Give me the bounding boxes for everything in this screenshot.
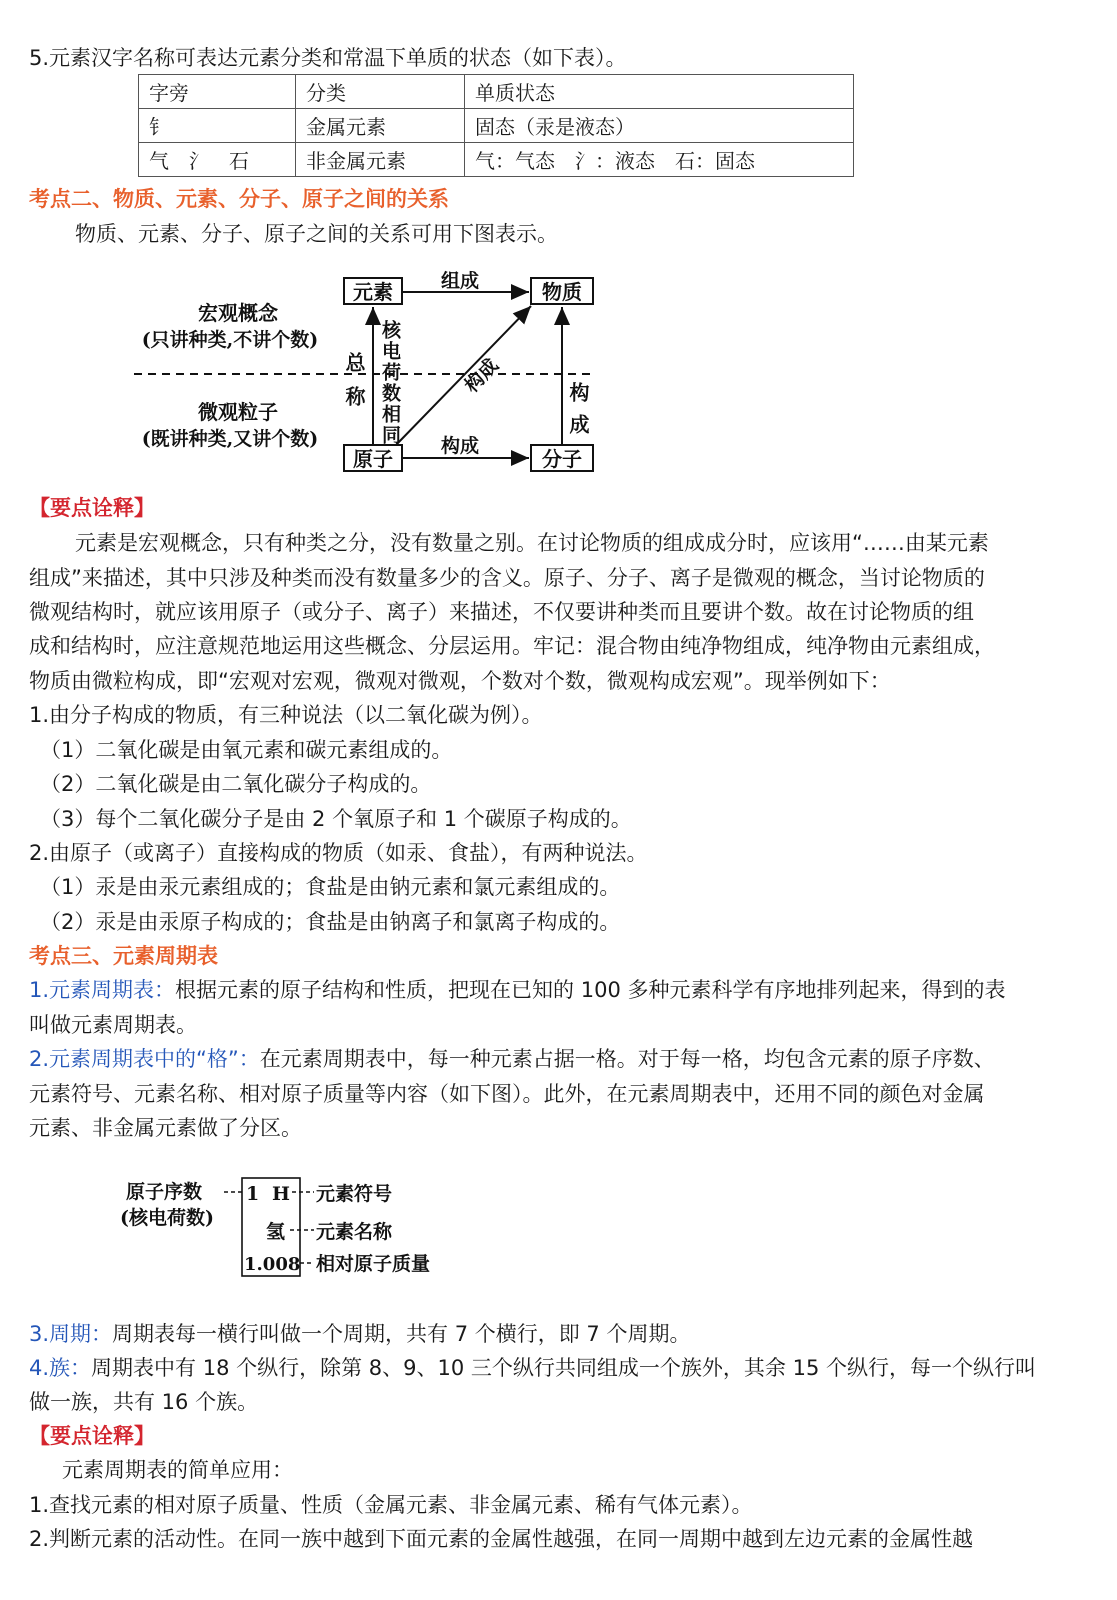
periodic-cell-diagram [118, 1172, 478, 1282]
table-header-cell: 单质状态 [465, 75, 854, 109]
name-label: 元素名称 [316, 1221, 393, 1243]
intro-line-5: 5.元素汉字名称可表达元素分类和常温下单质的状态（如下表）。 [29, 46, 627, 70]
point-1-text: 根据元素的原子结构和性质，把现在已知的 100 多种元素科学有序地排列起来，得到的表 [175, 978, 1006, 1002]
point-1 [29, 976, 1005, 1004]
compose-top-label: 组成 [440, 270, 480, 292]
relationship-diagram [118, 262, 608, 478]
list-item: （3）每个二氧化碳分子是由 2 个氧原子和 1 个碳原子构成的。 [40, 807, 632, 831]
point-2-label: 2.元素周期表中的“格”： [29, 1047, 260, 1071]
point-4 [29, 1354, 1036, 1382]
para-line: 组成”来描述，其中只涉及种类而没有数量多少的含义。原子、分子、离子是微观的概念，当讨论物质的 [29, 566, 985, 590]
para-line: 物质由微粒构成，即“宏观对宏观，微观对微观，个数对个数，微观构成宏观”。现举例如下： [29, 669, 891, 693]
application-1: 1.查找元素的相对原子质量、性质（金属元素、非金属元素、稀有气体元素）。 [29, 1493, 753, 1517]
constitute-diagonal-label: 构成 [460, 354, 503, 398]
list-item: （1）汞是由汞元素组成的；食盐是由钠元素和氯元素组成的。 [40, 875, 621, 899]
point-3-label: 3.周期： [29, 1322, 113, 1346]
table-header-cell: 分类 [296, 75, 465, 109]
point-4-label: 4.族： [29, 1356, 92, 1380]
table-header-row [139, 75, 854, 109]
table-cell: 非金属元素 [296, 143, 465, 177]
table-cell: 钅 [139, 109, 296, 143]
table-header-cell: 字旁 [139, 75, 296, 109]
cell-name: 氢 [266, 1221, 286, 1243]
table-cell: 气：气态 氵：液态 石：固态 [465, 143, 854, 177]
section-2-intro: 物质、元素、分子、原子之间的关系可用下图表示。 [75, 222, 558, 246]
micro-title: 微观粒子 [198, 400, 278, 424]
atom-label: 原子 [353, 447, 393, 471]
para-line: 元素是宏观概念，只有种类之分，没有数量之别。在讨论物质的组成成分时，应该用“……由某元素 [75, 531, 989, 555]
constitute-diagonal-arrow [396, 306, 531, 445]
keypoint-label-2: 【要点诠释】 [29, 1424, 155, 1448]
mass-label: 相对原子质量 [316, 1253, 431, 1275]
list-2-title: 2.由原子（或离子）直接构成的物质（如汞、食盐），有两种说法。 [29, 841, 648, 865]
list-item: （2）二氧化碳是由二氧化碳分子构成的。 [40, 772, 432, 796]
point-4-text: 周期表中有 18 个纵行，除第 8、9、10 三个纵行共同组成一个族外，其余 15 个纵行，每一个纵行叫 [91, 1356, 1036, 1380]
para-line: 成和结构时，应注意规范地运用这些概念、分层运用。牢记：混合物由纯净物组成，纯净物由元素组成， [29, 634, 995, 658]
list-item: （2）汞是由汞原子构成的；食盐是由钠离子和氯离子构成的。 [40, 910, 621, 934]
atomic-number-note: (核电荷数) [120, 1207, 214, 1229]
radical-state-table [138, 74, 854, 177]
table-row [139, 143, 854, 177]
point-2-text: 在元素周期表中，每一种元素占据一格。对于每一格，均包含元素的原子序数、 [259, 1047, 995, 1071]
macro-note: (只讲种类,不讲个数) [141, 329, 319, 351]
element-label: 元素 [353, 280, 393, 304]
molecule-label: 分子 [542, 447, 582, 471]
point-2-cont: 元素符号、元素名称、相对原子质量等内容（如下图）。此外，在元素周期表中，还用不同的颜色对金属 [29, 1082, 985, 1106]
list-item: （1）二氧化碳是由氧元素和碳元素组成的。 [40, 738, 453, 762]
para-line: 微观结构时，就应该用原子（或分子、离子）来描述，不仅要讲种类而且要讲个数。故在讨论物质的组 [29, 600, 974, 624]
application-intro: 元素周期表的简单应用： [62, 1458, 293, 1482]
micro-note: (既讲种类,又讲个数) [141, 428, 319, 450]
macro-title: 宏观概念 [198, 301, 278, 325]
point-2 [29, 1045, 995, 1073]
compose-bottom-label: 构成 [440, 435, 480, 457]
table-cell: 气 氵 石 [139, 143, 296, 177]
point-1-cont: 叫做元素周期表。 [29, 1013, 197, 1037]
atomic-number-label: 原子序数 [126, 1181, 203, 1203]
table-cell: 金属元素 [296, 109, 465, 143]
section-2-title: 考点二、物质、元素、分子、原子之间的关系 [29, 187, 449, 211]
cell-number: 1 [246, 1183, 260, 1205]
constitute-right-label: 构成 [566, 382, 590, 446]
point-4-cont: 做一族，共有 16 个族。 [29, 1390, 259, 1414]
keypoint-label-1: 【要点诠释】 [29, 496, 155, 520]
point-1-label: 1.元素周期表： [29, 978, 176, 1002]
point-3 [29, 1320, 690, 1348]
substance-label: 物质 [542, 280, 582, 304]
cell-symbol: H [272, 1183, 290, 1205]
application-2: 2.判断元素的活动性。在同一族中越到下面元素的金属性越强，在同一周期中越到左边元素的金属性越 [29, 1527, 974, 1551]
cell-mass: 1.008 [244, 1254, 301, 1275]
point-2-cont: 元素、非金属元素做了分区。 [29, 1116, 302, 1140]
list-1-title: 1.由分子构成的物质，有三种说法（以二氧化碳为例）。 [29, 703, 543, 727]
same-charge-label: 核电荷数相同 [379, 320, 401, 446]
point-3-text: 周期表每一横行叫做一个周期，共有 7 个横行，即 7 个周期。 [112, 1322, 691, 1346]
symbol-label: 元素符号 [316, 1183, 393, 1205]
table-cell: 固态（汞是液态） [465, 109, 854, 143]
table-row [139, 109, 854, 143]
section-3-title: 考点三、元素周期表 [29, 944, 218, 968]
general-term-label: 总称 [342, 352, 366, 420]
